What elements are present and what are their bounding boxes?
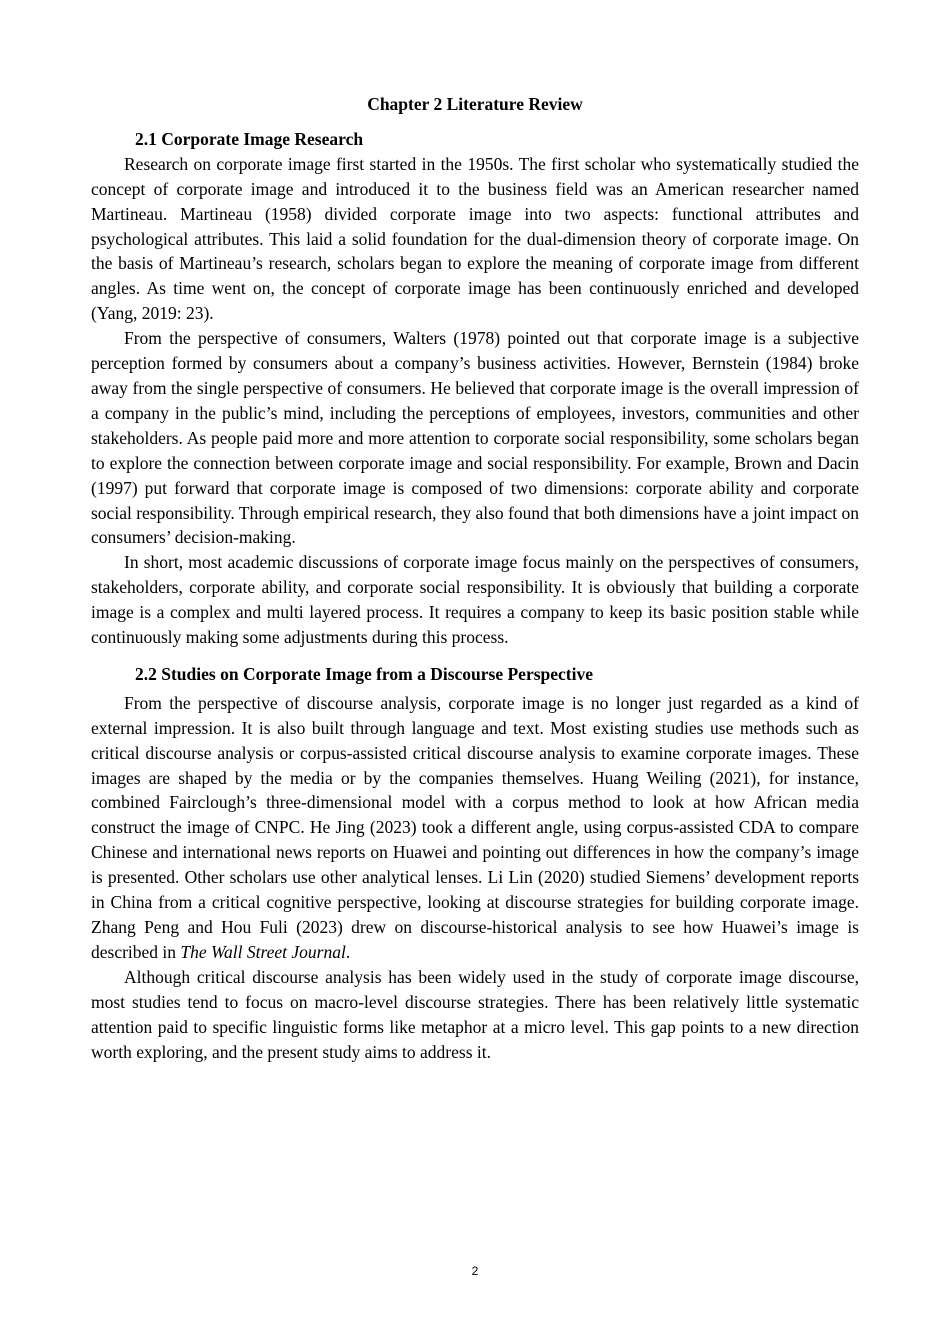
document-page — [91, 92, 859, 1064]
paragraph-text-end: . — [345, 941, 351, 962]
section-heading-2-1: 2.1 Corporate Image Research — [135, 128, 364, 149]
page-number: 2 — [471, 1264, 479, 1278]
paragraph: From the perspective of consumers, Walters (1978) pointed out that corporate image is a subjective perception formed by consumers about a company’s business activities. However, Bernstein (1984) broke away from the single perspective of consumers. He believed that corporate image is the overall impression of a company in the public’s mind, including the perceptions of employees, investors, communities and other stakeholders. As people paid more and more attention to corporate social responsibility, some scholars began to explore the connection between corporate image and social responsibility. For example, Brown and Dacin (1997) put forward that corporate image is composed of two dimensions: corporate ability and corporate social responsibility. Through empirical research, they also found that both dimensions have a joint impact on consumers’ decision-making. — [91, 328, 859, 548]
paragraph: In short, most academic discussions of corporate image focus mainly on the perspectives of consumers, stakeholders, corporate ability, and corporate social responsibility. It is obviously that building a corporate image is a complex and multi layered process. It requires a company to keep its basic position stable while continuously making some adjustments during this process. — [91, 552, 859, 648]
paragraph: Research on corporate image first started in the 1950s. The first scholar who systematically studied the concept of corporate image and introduced it to the business field was an American researcher named Martineau. Martineau (1958) divided corporate image into two aspects: functional attributes and psychological attributes. This laid a solid foundation for the dual-dimension theory of corporate image. On the basis of Martineau’s research, scholars began to explore the meaning of corporate image from different angles. As time went on, the concept of corporate image has been continuously enriched and developed (Yang, 2019: 23). — [91, 153, 859, 324]
paragraph-text: From the perspective of discourse analysis, corporate image is no longer just regarded as a kind of external impression. It is also built through language and text. Most existing studies use methods such as critical discourse analysis or corpus-assisted critical discourse analysis to examine corporate images. These images are shaped by the media or by the companies themselves. Huang Weiling (2021), for instance, combined Fairclough’s three-dimensional model with a corpus method to look at how African media construct the image of CNPC. He Jing (2023) took a different angle, using corpus-assisted CDA to compare Chinese and international news reports on Huawei and pointing out differences in how the company’s image is presented. Other scholars use other analytical lenses. Li Lin (2020) studied Siemens’ development reports in China from a critical cognitive perspective, looking at discourse strategies for building corporate image. Zhang Peng and Hou Fuli (2023) drew on discourse-historical analysis to see how Huawei’s image is described in — [91, 692, 859, 962]
section-heading-2-2: 2.2 Studies on Corporate Image from a Discourse Perspective — [135, 663, 593, 684]
paragraph: Although critical discourse analysis has been widely used in the study of corporate image discourse, most studies tend to focus on macro-level discourse strategies. There has been relatively little systematic attention paid to specific linguistic forms like metaphor at a micro level. This gap points to a new direction worth exploring, and the present study aims to address it. — [91, 966, 859, 1062]
journal-title-italic: The Wall Street Journal — [180, 941, 346, 962]
paragraph — [91, 691, 859, 965]
chapter-title: Chapter 2 Literature Review — [367, 94, 583, 114]
